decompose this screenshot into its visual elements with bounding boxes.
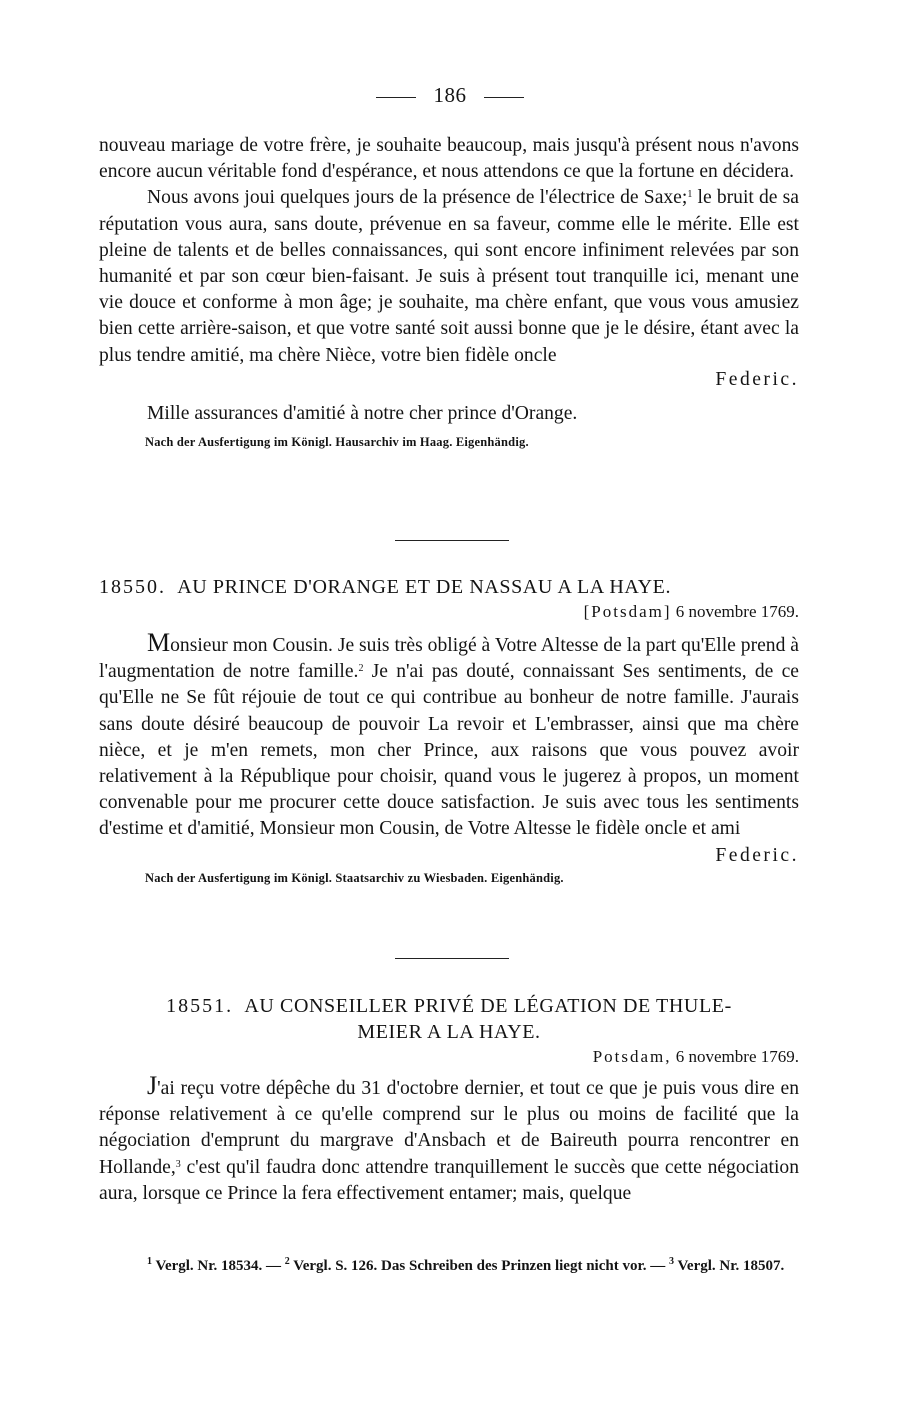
source-note: Nach der Ausfertigung im Königl. Staatsarchiv zu Wiesbaden. Eigenhändig.: [145, 870, 564, 885]
paragraph: Nous avons joui quelques jours de la présence de l'électrice de Saxe;$^1$ le bruit de sa réputation vous aura, sans doute, prévenue en sa faveur, comme elle le mérite. Elle est pleine de talents et de belles connaissances, qui sont encore infiniment relevées par son humanité et par son cœur bien-faisant. Je suis à présent tout tranquille ici, menant une vie douce et conforme à mon âge; je souhaite, ma chère enfant, que vous vous amusiez bien cette arrière-saison, et que votre santé soit aussi bonne que je le désire, étant avec la plus tendre amitié, ma chère Nièce, votre bien fidèle oncle: [99, 187, 799, 366]
paragraph: Monsieur mon Cousin. Je suis très obligé à Votre Altesse de la part qu'Elle prend à l'augmentation de notre famille.$^2$ Je n'ai pas douté, connaissant Ses sentiments, de ce qu'Elle ne Se fût réjouie de tout ce qui contribue au bonheur de notre famille. J'aurais sans doute désiré beaucoup de pouvoir La revoir et L'embrasser, ainsi que ma chère nièce, et je m'en remets, mon cher Prince, aux raisons que vous pouvez avoir relativement à la République pour choisir, quand vous le jugerez à propos, un moment convenable pour me procurer cette douce satisfaction. Je suis avec tous les sentiments d'estime et d'amitié, Monsieur mon Cousin, de Votre Altesse le fidèle oncle et ami: [99, 628, 799, 840]
separator-rule: [395, 958, 509, 959]
footnote-ref: 3: [175, 1158, 181, 1170]
footnote-ref: 1: [687, 189, 693, 201]
letter-date: Potsdam, 6 novembre 1769.: [592, 1047, 799, 1066]
page-number: 186: [433, 83, 467, 107]
paragraph: J'ai reçu votre dépêche du 31 d'octobre dernier, et tout ce que je puis vous dire en réponse relativement à ce qu'elle comprend sur le plus ou moins de facilité que la négociation d'emprunt du margrave d'Ansbach et de Baireuth pourra rencontrer en Hollande,$^3$ c'est qu'il faudra donc attendre tranquillement le succès que cette négociation aura, lorsque ce Prince la fera effectivement entamer; mais, quelque: [99, 1071, 799, 1204]
letter-18551: [99, 993, 799, 1207]
letter-18550: [99, 574, 799, 887]
letter-number: 18551.: [166, 995, 234, 1017]
signature: Federic.: [715, 368, 799, 390]
letter-title: 18551. AU CONSEILLER PRIVÉ DE LÉGATION DE THULE- MEIER A LA HAYE.: [166, 995, 732, 1043]
signature: Federic.: [715, 844, 799, 866]
footnotes: [99, 1255, 799, 1277]
letter-date: [Potsdam] 6 novembre 1769.: [583, 602, 799, 621]
footnote-ref: 2: [358, 663, 364, 675]
paragraph: nouveau mariage de votre frère, je souhaite beaucoup, mais jusqu'à présent nous n'avons encore aucun véritable fond d'espérance, et nous attendons ce que la fortune en décidera.: [99, 135, 799, 183]
separator-rule: [395, 540, 509, 541]
previous-letter-continuation: [99, 133, 799, 451]
letter-title: 18550. AU PRINCE D'ORANGE ET DE NASSAU A LA HAYE.: [99, 576, 672, 598]
postscript: Mille assurances d'amitié à notre cher prince d'Orange.: [147, 403, 578, 425]
footnote: $^1$ Vergl. Nr. 18534. — $^2$ Vergl. S. 126. Das Schreiben des Prinzen liegt nicht vor. — $^3$ Vergl. Nr. 18507.: [147, 1256, 785, 1274]
header-dash-right: [484, 97, 524, 98]
source-note: Nach der Ausfertigung im Königl. Hausarchiv im Haag. Eigenhändig.: [145, 435, 529, 450]
letter-number: 18550.: [99, 576, 166, 598]
header-dash-left: [376, 97, 416, 98]
page-header: [0, 83, 900, 108]
